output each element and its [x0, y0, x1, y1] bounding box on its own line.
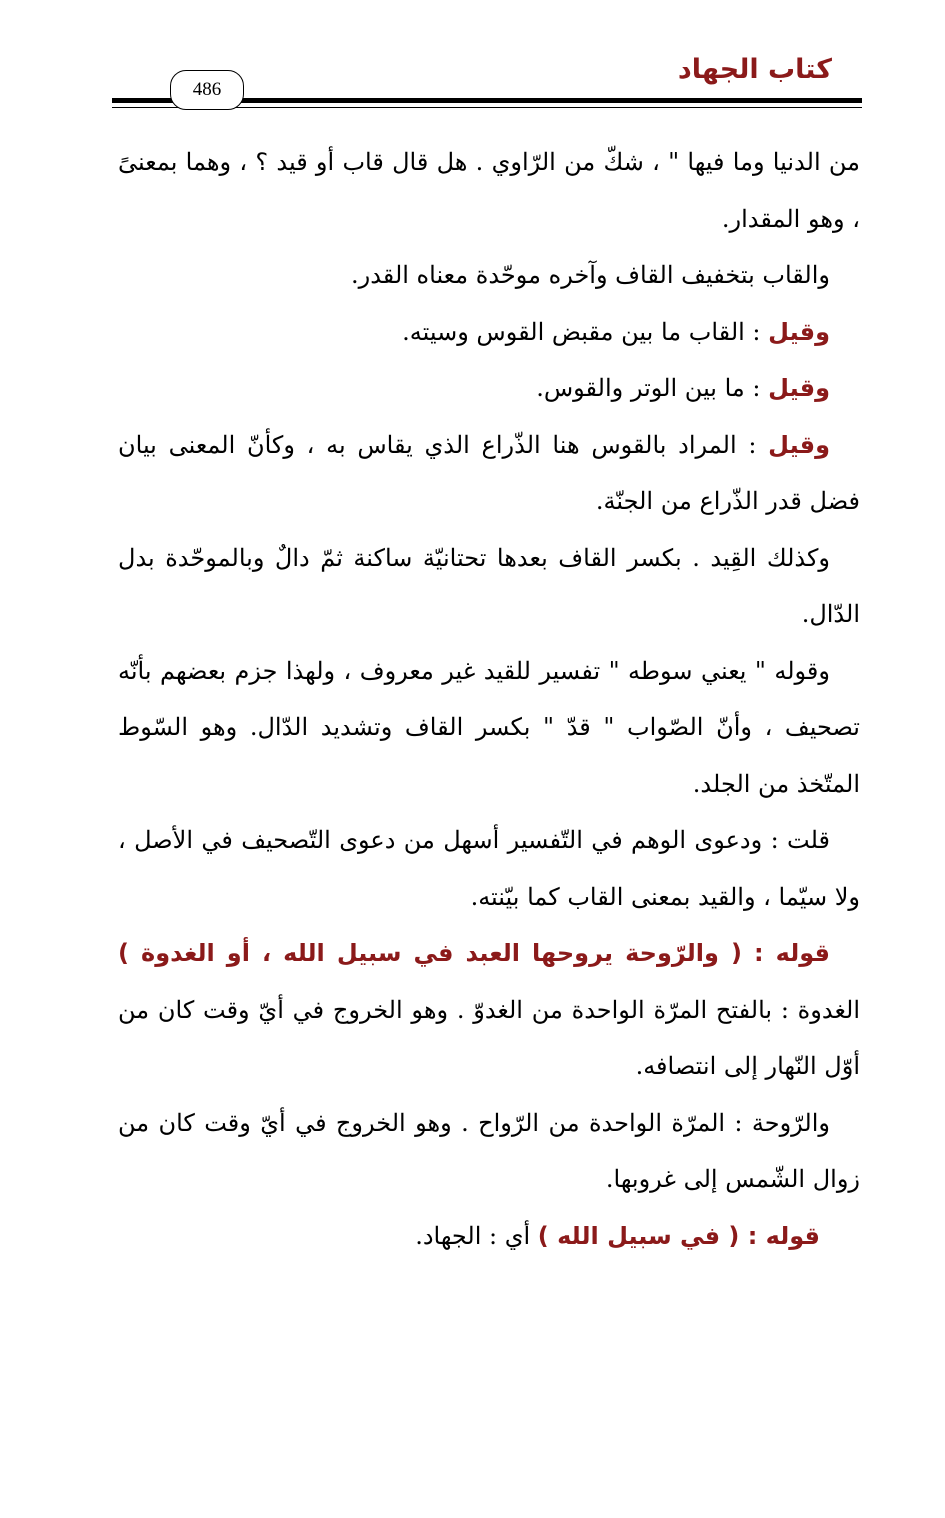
paragraph: [118, 1208, 860, 1265]
paragraph-lead: قوله : ( والرّوحة يروحها العبد في سبيل الله ، أو الغدوة ): [118, 939, 830, 967]
paragraph-text: والرّوحة : المرّة الواحدة من الرّواح . وهو الخروج في أيّ وقت كان من زوال الشّمس إلى غروبها.: [118, 1108, 860, 1193]
paragraph-lead: وقيل: [768, 374, 830, 402]
paragraph-text: أي : الجهاد.: [415, 1221, 538, 1250]
paragraph-lead: قوله : ( في سبيل الله ): [537, 1221, 820, 1250]
page-number: 486: [192, 79, 222, 100]
paragraph: [118, 812, 860, 925]
paragraph: [118, 247, 860, 304]
paragraph: [118, 643, 860, 813]
page-header: [112, 48, 862, 128]
paragraph-text: والقاب بتخفيف القاف وآخره موحّدة معناه القدر.: [350, 261, 830, 289]
paragraph-text: قلت : ودعوى الوهم في التّفسير أسهل من دعوى التّصحيف في الأصل ، ولا سيّما ، والقيد بمعنى القاب كما بيّنته.: [118, 826, 860, 911]
paragraph: [118, 530, 860, 643]
paragraph: [118, 417, 860, 530]
book-title: كتاب الجهاد: [677, 54, 832, 85]
paragraph: [118, 134, 860, 247]
paragraph-text: : المراد بالقوس هنا الذّراع الذي يقاس به ، وكأنّ المعنى بيان فضل قدر الذّراع من الجنّة.: [118, 430, 860, 515]
paragraph: [118, 304, 860, 361]
paragraph: [118, 925, 860, 1095]
paragraph-text: وكذلك القِيد . بكسر القاف بعدها تحتانيّة ساكنة ثمّ دالٌ وبالموحّدة بدل الدّال.: [118, 543, 860, 628]
paragraph: [118, 360, 860, 417]
paragraph-text: : القاب ما بين مقبض القوس وسيته.: [402, 317, 769, 346]
paragraph-lead: وقيل: [768, 430, 830, 459]
paragraph-text: : ما بين الوتر والقوس.: [536, 374, 769, 402]
paragraph-lead: وقيل: [768, 317, 830, 346]
page-number-badge: [170, 70, 244, 110]
paragraph-text: من الدنيا وما فيها " ، شكّ من الرّاوي . هل قال قاب أو قيد ؟ ، وهما بمعنىً ، وهو المقدار.: [118, 148, 861, 233]
paragraph: [118, 1095, 860, 1208]
page-body: [118, 134, 860, 1264]
paragraph-text: وقوله " يعني سوطه " تفسير للقيد غير معروف ، ولهذا جزم بعضهم بأنّه تصحيف ، وأنّ الصّواب " قدّ " بكسر القاف وتشديد الدّال. وهو السّوط المتّخذ من الجلد.: [118, 656, 860, 798]
paragraph-text: الغدوة : بالفتح المرّة الواحدة من الغدوّ . وهو الخروج في أيّ وقت كان من أوّل النّهار إلى انتصافه.: [118, 995, 860, 1080]
